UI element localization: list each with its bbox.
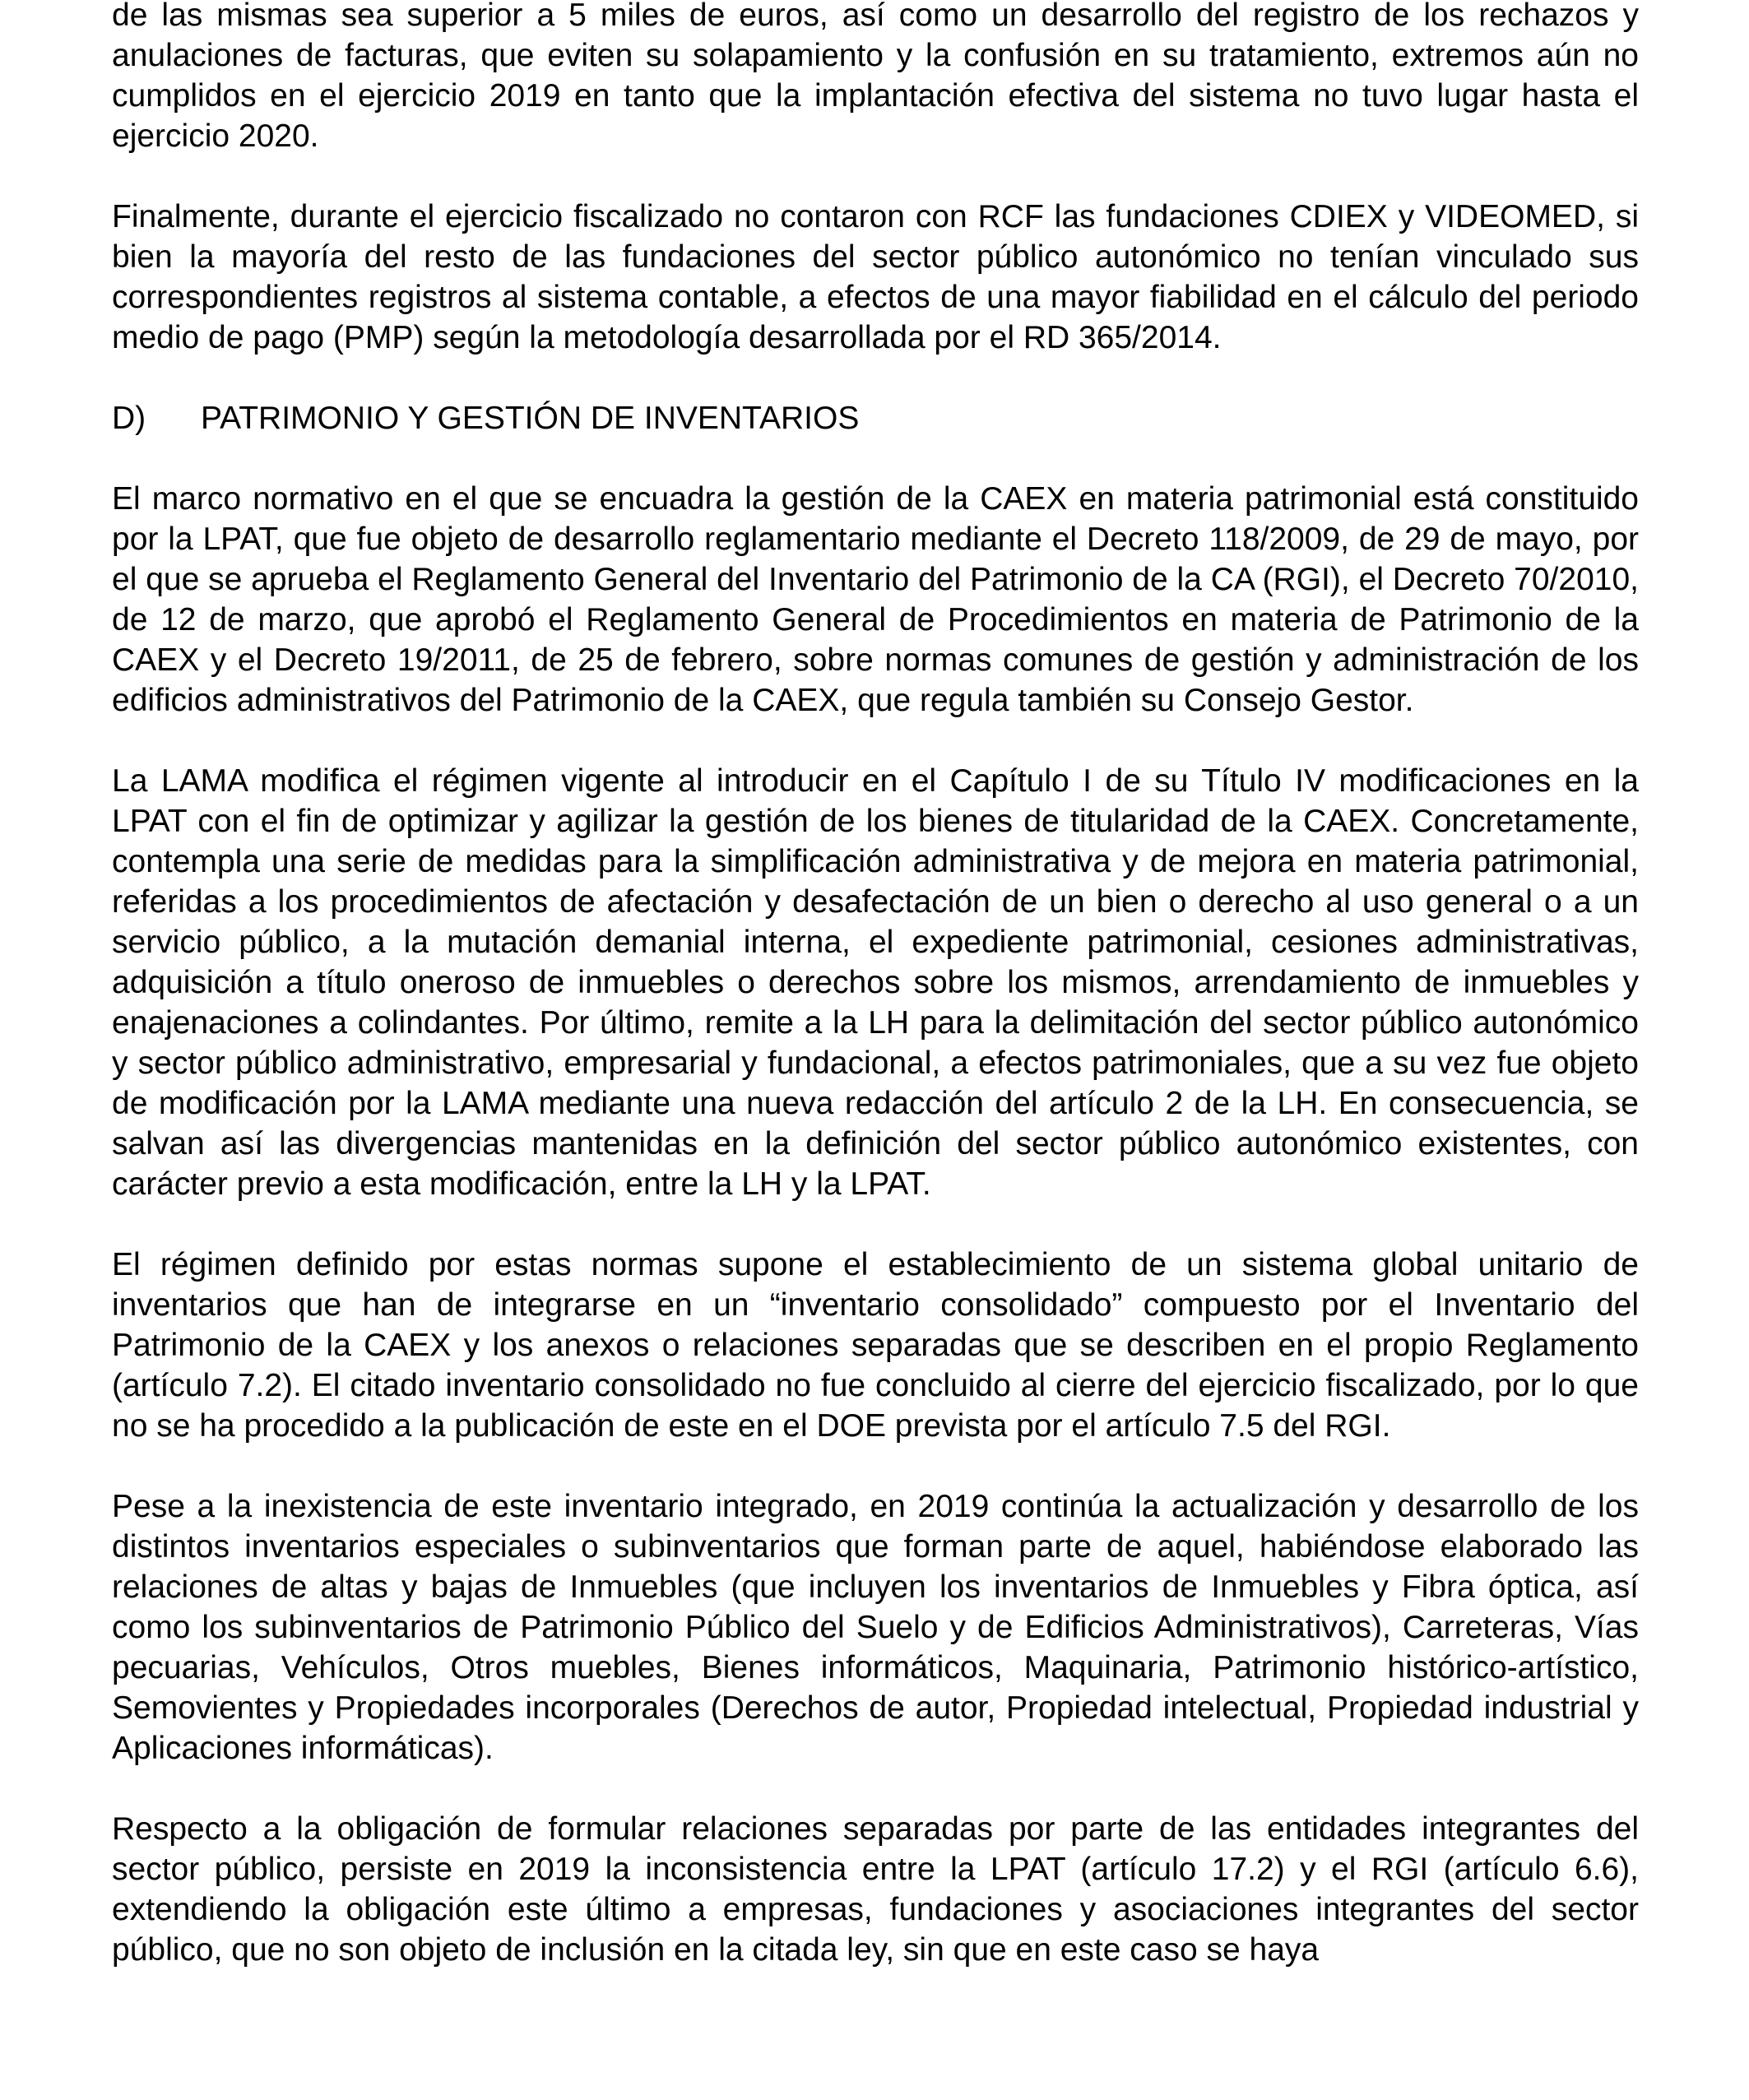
paragraph-marco-normativo: El marco normativo en el que se encuadra la gestión de la CAEX en materia patrimonial está constituido por la LPAT, que fue objeto de desarrollo reglamentario mediante el Decreto 118/2009, de 29 de mayo, por el que se aprueba el Reglamento General del Inventario del Patrimonio de la CA (RGI), el Decreto 70/2010, de 12 de marzo, que aprobó el Reglamento General de Procedimientos en materia de Patrimonio de la CAEX y el Decreto 19/2011, de 25 de febrero, sobre normas comunes de gestión y administración de los edificios administrativos del Patrimonio de la CAEX, que regula también su Consejo Gestor. bbox=[112, 481, 1639, 718]
paragraph-fundaciones-rcf: Finalmente, durante el ejercicio fiscalizado no contaron con RCF las fundaciones CDIEX y VIDEOMED, si bien la mayoría del resto de las fundaciones del sector público autonómico no tenían vinculado sus correspondientes registros al sistema contable, a efectos de una mayor fiabilidad en el cálculo del periodo medio de pago (PMP) según la metodología desarrollada por el RD 365/2014. bbox=[112, 199, 1639, 355]
paragraph-lama: La LAMA modifica el régimen vigente al introducir en el Capítulo I de su Título IV modificaciones en la LPAT con el fin de optimizar y agilizar la gestión de los bienes de titularidad de la CAEX. Concretamente, contempla una serie de medidas para la simplificación administrativa y de mejora en materia patrimonial, referidas a los procedimientos de afectación y desafectación de un bien o derecho al uso general o a un servicio público, a la mutación demanial interna, el expediente patrimonial, cesiones administrativas, adquisición a título oneroso de inmuebles o derechos sobre los mismos, arrendamiento de inmuebles y enajenaciones a colindantes. Por último, remite a la LH para la delimitación del sector público autonómico y sector público administrativo, empresarial y fundacional, a efectos patrimoniales, que a su vez fue objeto de modificación por la LAMA mediante una nueva redacción del artículo 2 de la LH. En consecuencia, se salvan así las divergencias mantenidas en la definición del sector público autonómico existentes, con carácter previo a esta modificación, entre la LH y la LPAT. bbox=[112, 763, 1639, 1202]
document-page bbox=[112, 0, 1639, 2010]
section-title: PATRIMONIO Y GESTIÓN DE INVENTARIOS bbox=[201, 401, 860, 436]
paragraph-subinventarios: Pese a la inexistencia de este inventario integrado, en 2019 continúa la actualización y desarrollo de los distintos inventarios especiales o subinventarios que forman parte de aquel, habiéndose elaborado las relaciones de altas y bajas de Inmuebles (que incluyen los inventarios de Inmuebles y Fibra óptica, así como los subinventarios de Patrimonio Público del Suelo y de Edificios Administrativos), Carreteras, Vías pecuarias, Vehículos, Otros muebles, Bienes informáticos, Maquinaria, Patrimonio histórico-artístico, Semovientes y Propiedades incorporales (Derechos de autor, Propiedad intelectual, Propiedad industrial y Aplicaciones informáticas). bbox=[112, 1489, 1639, 1766]
section-letter: D) bbox=[112, 401, 146, 436]
paragraph-relaciones-separadas: Respecto a la obligación de formular relaciones separadas por parte de las entidades integrantes del sector público, persiste en 2019 la inconsistencia entre la LPAT (artículo 17.2) y el RGI (artículo 6.6), extendiendo la obligación este último a empresas, fundaciones y asociaciones integrantes del sector público, que no son objeto de inclusión en la citada ley, sin que en este caso se haya bbox=[112, 1811, 1639, 1968]
paragraph-regimen-inventarios: El régimen definido por estas normas supone el establecimiento de un sistema global unitario de inventarios que han de integrarse en un “inventario consolidado” compuesto por el Inventario del Patrimonio de la CAEX y los anexos o relaciones separadas que se describen en el propio Reglamento (artículo 7.2). El citado inventario consolidado no fue concluido al cierre del ejercicio fiscalizado, por lo que no se ha procedido a la publicación de este en el DOE prevista por el artículo 7.5 del RGI. bbox=[112, 1247, 1639, 1444]
section-heading bbox=[112, 398, 1639, 438]
paragraph-facturas-registro: de las mismas sea superior a 5 miles de euros, así como un desarrollo del registro de los rechazos y anulaciones de facturas, que eviten su solapamiento y la confusión en su tratamiento, extremos aún no cumplidos en el ejercicio 2019 en tanto que la implantación efectiva del sistema no tuvo lugar hasta el ejercicio 2020. bbox=[112, 0, 1639, 154]
